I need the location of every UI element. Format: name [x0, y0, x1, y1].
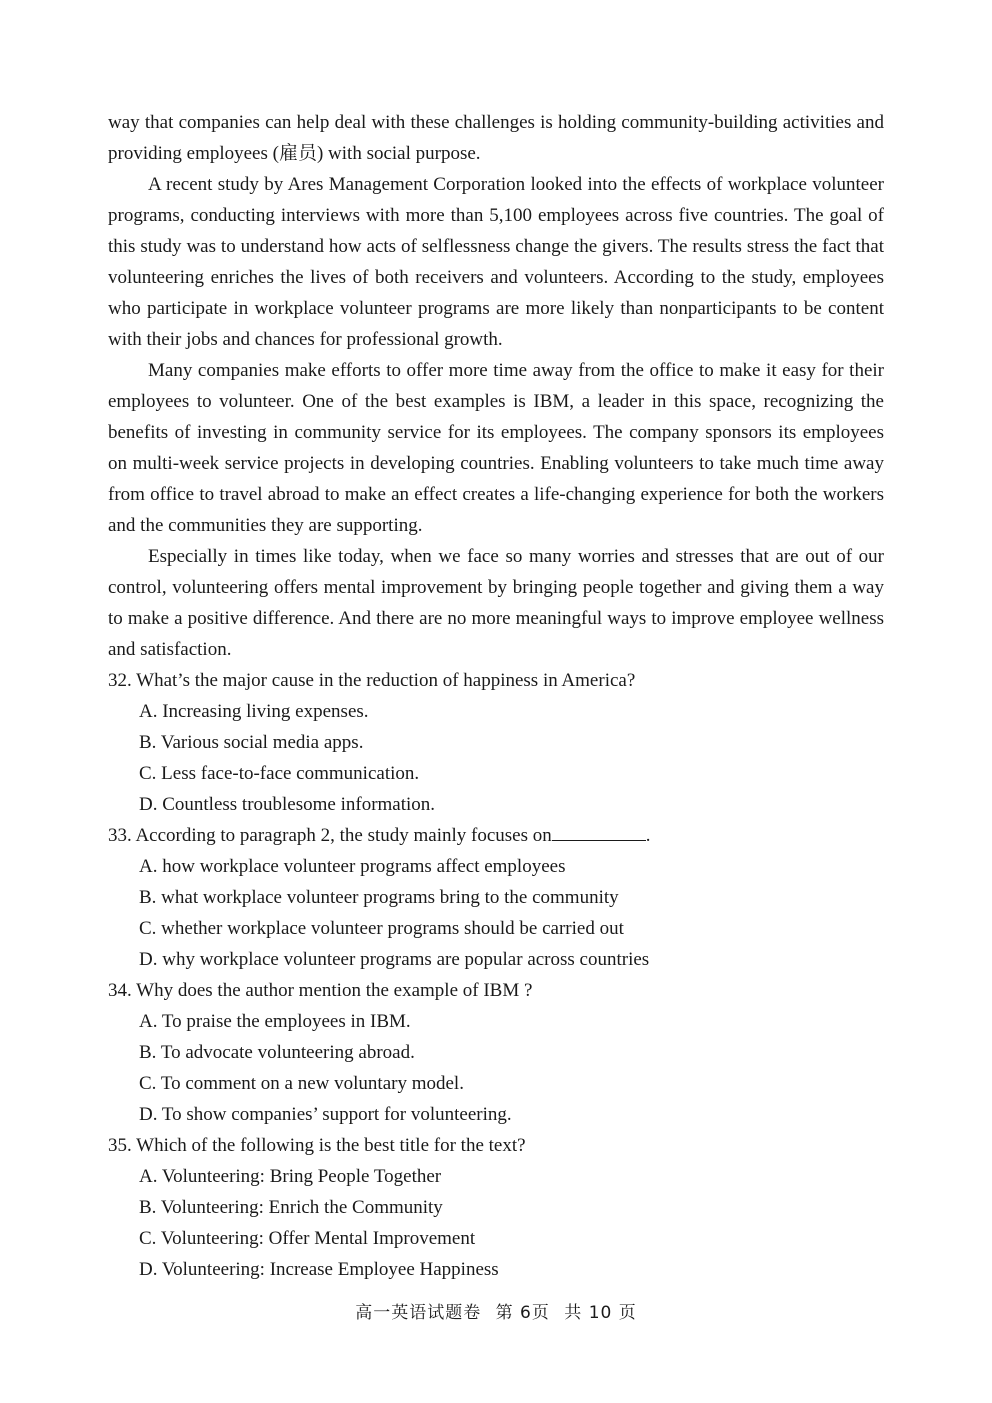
- answer-blank: [552, 826, 646, 841]
- passage-paragraph: Many companies make efforts to offer more time away from the office to make it easy for their employees to volunteer. One of the best examples is IBM, a leader in this space, recognizing the benefits of investing in community service for its employees. The company sponsors its employees on multi-week service projects in developing countries. Enabling volunteers to take much time away from office to travel abroad to make an effect creates a life-changing experience for both the workers and the communities they are supporting.: [108, 360, 884, 536]
- answer-option: D. Countless troublesome information.: [139, 794, 436, 815]
- footer-page-number: 第 6页: [495, 1303, 550, 1323]
- question-32: [108, 665, 884, 820]
- footer-title: 高一英语试题卷: [355, 1303, 482, 1323]
- passage-paragraph: way that companies can help deal with these challenges is holding community-building activities and providing employees (雇员) with social purpose.: [108, 112, 884, 164]
- question-stem-line: [108, 820, 884, 851]
- answer-option: D. Volunteering: Increase Employee Happiness: [139, 1259, 499, 1280]
- answer-option: A. Volunteering: Bring People Together: [139, 1166, 442, 1187]
- answer-option: D. why workplace volunteer programs are popular across countries: [139, 949, 650, 970]
- page-footer: [0, 1298, 992, 1323]
- question-stem: 32. What’s the major cause in the reduction of happiness in America?: [108, 670, 636, 691]
- question-stem: 33. According to paragraph 2, the study mainly focuses on: [108, 825, 552, 846]
- answer-options: [108, 1161, 884, 1285]
- page-content: [108, 107, 884, 1285]
- answer-option: D. To show companies’ support for volunteering.: [139, 1104, 512, 1125]
- answer-option: C. whether workplace volunteer programs should be carried out: [139, 918, 624, 939]
- question-33: [108, 820, 884, 975]
- answer-option: A. Increasing living expenses.: [139, 701, 369, 722]
- question-34: [108, 975, 884, 1130]
- reading-passage: [108, 107, 884, 665]
- footer-total-pages: 共 10 页: [564, 1303, 637, 1323]
- answer-option: C. Less face-to-face communication.: [139, 763, 420, 784]
- question-stem-suffix: .: [645, 825, 651, 846]
- question-stem: 35. Which of the following is the best title for the text?: [108, 1135, 526, 1156]
- answer-options: [108, 851, 884, 975]
- answer-option: A. To praise the employees in IBM.: [139, 1011, 411, 1032]
- answer-options: [108, 1006, 884, 1130]
- answer-option: A. how workplace volunteer programs affect employees: [139, 856, 566, 877]
- answer-option: C. To comment on a new voluntary model.: [139, 1073, 464, 1094]
- question-stem: 34. Why does the author mention the example of IBM ?: [108, 980, 533, 1001]
- answer-option: B. Volunteering: Enrich the Community: [139, 1197, 443, 1218]
- passage-paragraph: Especially in times like today, when we face so many worries and stresses that are out of our control, volunteering offers mental improvement by bringing people together and giving them a way to make a positive difference. And there are no more meaningful ways to improve employee wellness and satisfaction.: [108, 546, 884, 660]
- answer-option: B. Various social media apps.: [139, 732, 364, 753]
- question-35: [108, 1130, 884, 1285]
- answer-option: B. what workplace volunteer programs bring to the community: [139, 887, 619, 908]
- answer-options: [108, 696, 884, 820]
- answer-option: B. To advocate volunteering abroad.: [139, 1042, 415, 1063]
- answer-option: C. Volunteering: Offer Mental Improvement: [139, 1228, 476, 1249]
- passage-paragraph: A recent study by Ares Management Corporation looked into the effects of workplace volunteer programs, conducting interviews with more than 5,100 employees across five countries. The goal of this study was to understand how acts of selflessness change the givers. The results stress the fact that volunteering enriches the lives of both receivers and volunteers. According to the study, employees who participate in workplace volunteer programs are more likely than nonparticipants to be content with their jobs and chances for professional growth.: [108, 174, 884, 350]
